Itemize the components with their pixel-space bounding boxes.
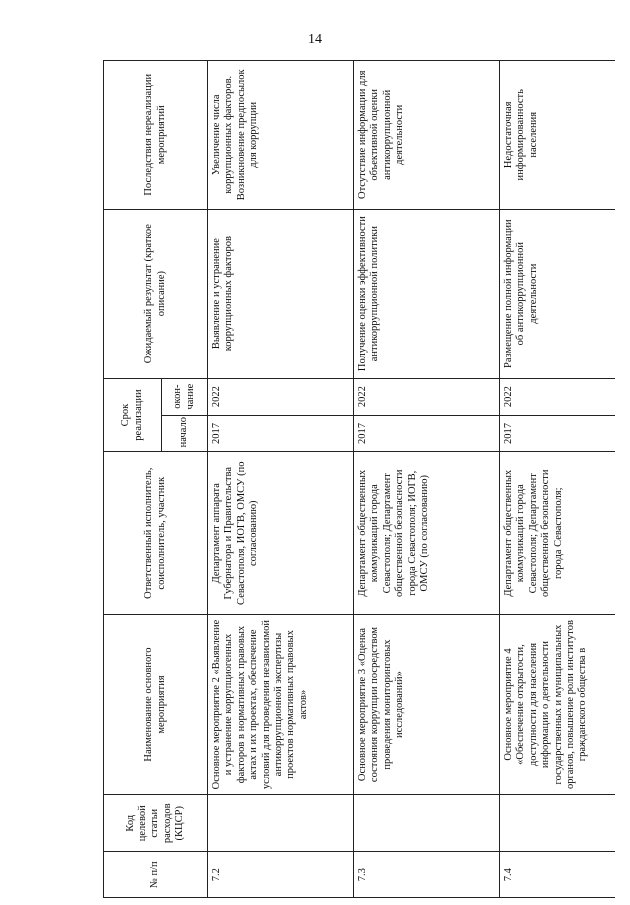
- row-num: 7.4: [500, 852, 616, 898]
- table-row: [208, 61, 354, 898]
- row-result: Получение оценки эффективности антикоррупционной политики: [354, 209, 500, 378]
- header-name: Наименование основного мероприятия: [104, 615, 208, 795]
- header-result: Ожидаемый результат (краткое описание): [104, 209, 208, 378]
- header-period: Срок реализации: [104, 378, 162, 452]
- row-num: 7.2: [208, 852, 354, 898]
- header-start: начало: [162, 415, 208, 452]
- row-result: Размещение полной информации об антикоррупционной деятельности: [500, 209, 616, 378]
- row-end: 2022: [354, 378, 500, 415]
- row-responsible: Департамент общественных коммуникаций города Севастополя; Департамент общественной безопасности города Севастополя;: [500, 452, 616, 615]
- row-end: 2022: [500, 378, 616, 415]
- row-start: 2017: [208, 415, 354, 452]
- row-name: Основное мероприятие 3 «Оценка состояния коррупции посредством проведения мониторинговых исследований»: [354, 615, 500, 795]
- table-frame: [103, 60, 615, 898]
- row-code: [500, 795, 616, 852]
- row-responsible: Департамент аппарата Губернатора и Правительства Севастополя, ИОГВ, ОМСУ (по согласованию): [208, 452, 354, 615]
- activities-table: [103, 60, 615, 898]
- row-start: 2017: [354, 415, 500, 452]
- header-end: окон-чание: [162, 378, 208, 415]
- header-code: Код целевой статьи расходов (КЦСР): [104, 795, 208, 852]
- row-consequences: Отсутствие информации для объективной оценки антикоррупционной деятельности: [354, 61, 500, 210]
- header-consequences: Последствия нереализации мероприятий: [104, 61, 208, 210]
- row-name: Основное мероприятие 2 «Выявление и устранение коррупциогенных факторов в нормативных правовых актах и их проектах, обеспечение условий для проведения независимой антикоррупционной экспертизы проектов нормативных правовых актов»: [208, 615, 354, 795]
- header-num: № п/п: [104, 852, 208, 898]
- row-consequences: Увеличение числа коррупционных факторов. Возникновение предпосылок для коррупции: [208, 61, 354, 210]
- page-number: 14: [308, 32, 322, 47]
- row-start: 2017: [500, 415, 616, 452]
- header-responsible: Ответственный исполнитель, соисполнитель, участник: [104, 452, 208, 615]
- row-code: [208, 795, 354, 852]
- row-code: [354, 795, 500, 852]
- row-responsible: Департамент общественных коммуникаций города Севастополя; Департамент общественной безопасности города Севастополя; ИОГВ, ОМСУ (по согласованию): [354, 452, 500, 615]
- row-result: Выявление и устранение коррупционных факторов: [208, 209, 354, 378]
- row-consequences: Недостаточная информированность населения: [500, 61, 616, 210]
- rotated-table-wrapper: [103, 60, 615, 898]
- table-row: [354, 61, 500, 898]
- row-end: 2022: [208, 378, 354, 415]
- row-num: 7.3: [354, 852, 500, 898]
- table-row: [500, 61, 616, 898]
- row-name: Основное мероприятие 4 «Обеспечение открытости, доступности для населения информации о деятельности государственных и муниципальных органов, повышение роли институтов гражданского общества в: [500, 615, 616, 795]
